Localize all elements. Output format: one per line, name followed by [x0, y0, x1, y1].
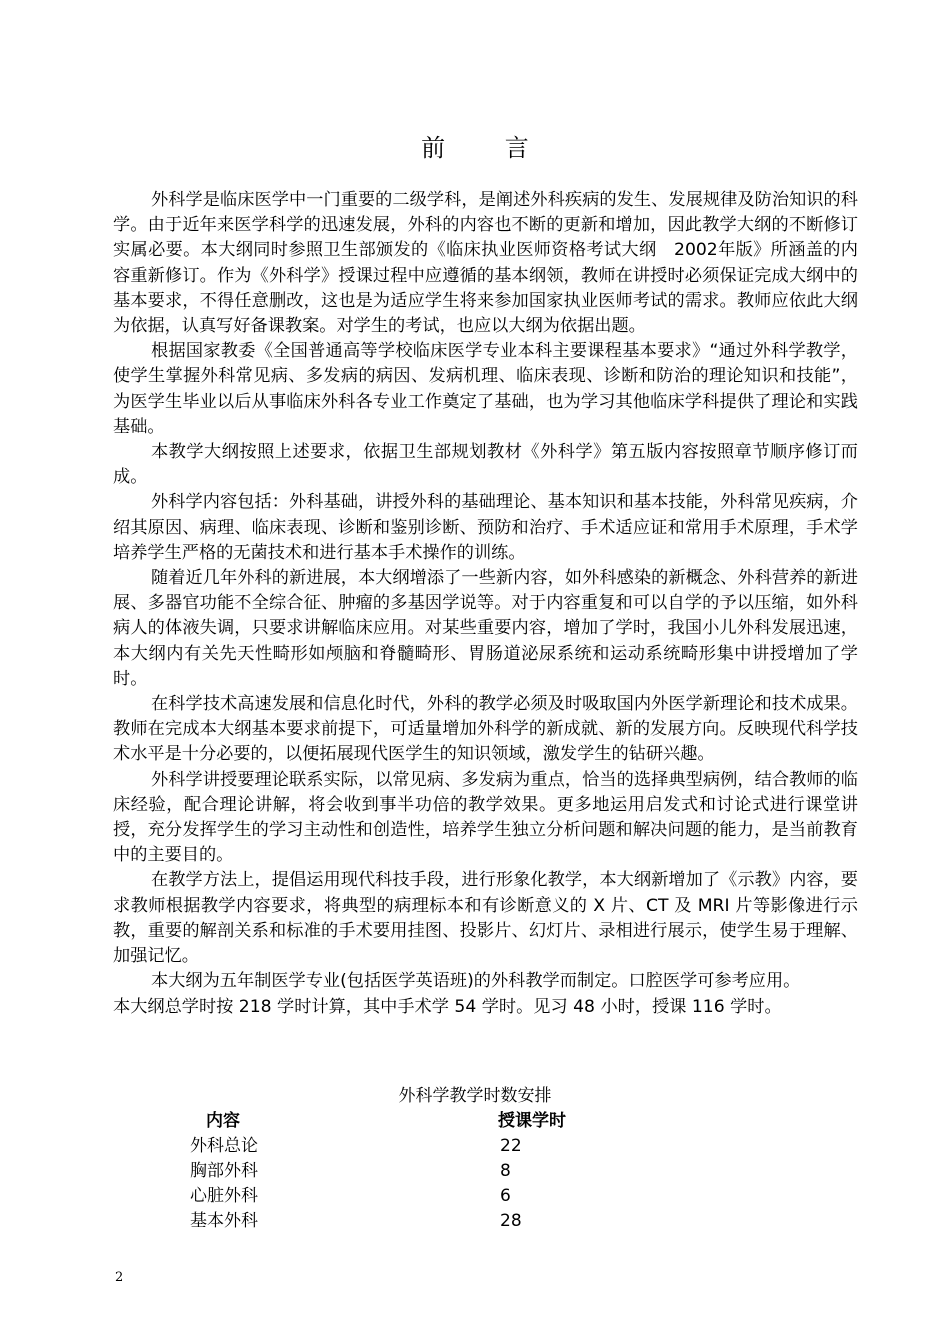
cell-content: 胸部外科 — [190, 1161, 258, 1181]
paragraph: 外科学内容包括：外科基础，讲授外科的基础理论、基本知识和基本技能，外科常见疾病，介绍其原因、病理、临床表现、诊断和鉴别诊断、预防和治疗、手术适应证和常用手术原理，手术学培养学生严格的无菌技术和进行基本手术操作的训练。 — [113, 492, 858, 563]
table-row — [190, 1159, 660, 1184]
cell-content: 基本外科 — [190, 1211, 258, 1231]
paragraph: 外科学讲授要理论联系实际，以常见病、多发病为重点，恰当的选择典型病例，结合教师的临床经验，配合理论讲解，将会收到事半功倍的教学效果。更多地运用启发式和讨论式进行课堂讲授，充分发挥学生的学习主动性和创造性，培养学生独立分析问题和解决问题的能力，是当前教育中的主要目的。 — [113, 769, 858, 866]
page-title: 前 言 — [421, 134, 555, 162]
paragraph: 外科学是临床医学中一门重要的二级学科，是阐述外科疾病的发生、发展规律及防治知识的科学。由于近年来医学科学的迅速发展，外科的内容也不断的更新和增加，因此教学大纲的不断修订实属必要。本大纲同时参照卫生部颁发的《临床执业医师资格考试大纲 2002年版》所涵盖的内容重新修订。作为《外科学》授课过程中应遵循的基本纲领，教师在讲授时必须保证完成大纲中的基本要求，不得任意删改，这也是为适应学生将来参加国家执业医师考试的需求。教师应依此大纲为依据，认真写好备课教案。对学生的考试，也应以大纲为依据出题。 — [113, 190, 858, 337]
cell-hours: 8 — [500, 1161, 511, 1181]
table-row — [190, 1209, 660, 1234]
page-number: 2 — [115, 1270, 124, 1285]
cell-hours: 28 — [500, 1211, 522, 1231]
cell-content: 外科总论 — [190, 1136, 258, 1156]
paragraph: 本教学大纲按照上述要求，依据卫生部规划教材《外科学》第五版内容按照章节顺序修订而成。 — [113, 442, 858, 488]
table-row — [190, 1134, 660, 1159]
cell-hours: 22 — [500, 1136, 522, 1156]
paragraph: 在科学技术高速发展和信息化时代，外科的教学必须及时吸取国内外医学新理论和技术成果。教师在完成本大纲基本要求前提下，可适量增加外科学的新成就、新的发展方向。反映现代科学技术水平是十分必要的，以便拓展现代医学生的知识领域，激发学生的钻研兴趣。 — [113, 694, 858, 765]
teaching-hours-table — [190, 1109, 660, 1234]
summary-line: 本大纲总学时按 218 学时计算，其中手术学 54 学时。见习 48 小时，授课 116 学时。 — [113, 996, 782, 1017]
paragraph: 根据国家教委《全国普通高等学校临床医学专业本科主要课程基本要求》“通过外科学教学，使学生掌握外科常见病、多发病的病因、发病机理、临床表现、诊断和防治的理论知识和技能”，为医学生毕业以后从事临床外科各专业工作奠定了基础，也为学习其他临床学科提供了理论和实践基础。 — [113, 341, 858, 437]
cell-hours: 6 — [500, 1186, 511, 1206]
table-row — [190, 1184, 660, 1209]
header-hours: 授课学时 — [498, 1111, 566, 1131]
table-header-row — [190, 1109, 660, 1134]
table-caption: 外科学教学时数安排 — [398, 1086, 552, 1106]
paragraph: 本大纲为五年制医学专业(包括医学英语班)的外科教学而制定。口腔医学可参考应用。 — [151, 971, 801, 992]
paragraph: 在教学方法上，提倡运用现代科技手段，进行形象化教学，本大纲新增加了《示教》内容，要求教师根据教学内容要求，将典型的病理标本和有诊断意义的 X 片、CT 及 MRI 片等影像进行示教，重要的解剖关系和标准的手术要用挂图、投影片、幻灯片、录相进行展示，使学生易于理解、加强记忆。 — [113, 870, 858, 967]
header-content: 内容 — [206, 1111, 240, 1131]
cell-content: 心脏外科 — [190, 1186, 258, 1206]
paragraph: 随着近几年外科的新进展，本大纲增添了一些新内容，如外科感染的新概念、外科营养的新进展、多器官功能不全综合征、肿瘤的多基因学说等。对于内容重复和可以自学的予以压缩，如外科病人的体液失调，只要求讲解临床应用。对某些重要内容，增加了学时，我国小儿外科发展迅速，本大纲内有关先天性畸形如颅脑和脊髓畸形、胃肠道泌尿系统和运动系统畸形集中讲授增加了学时。 — [113, 568, 858, 689]
preface-body — [113, 188, 858, 1020]
